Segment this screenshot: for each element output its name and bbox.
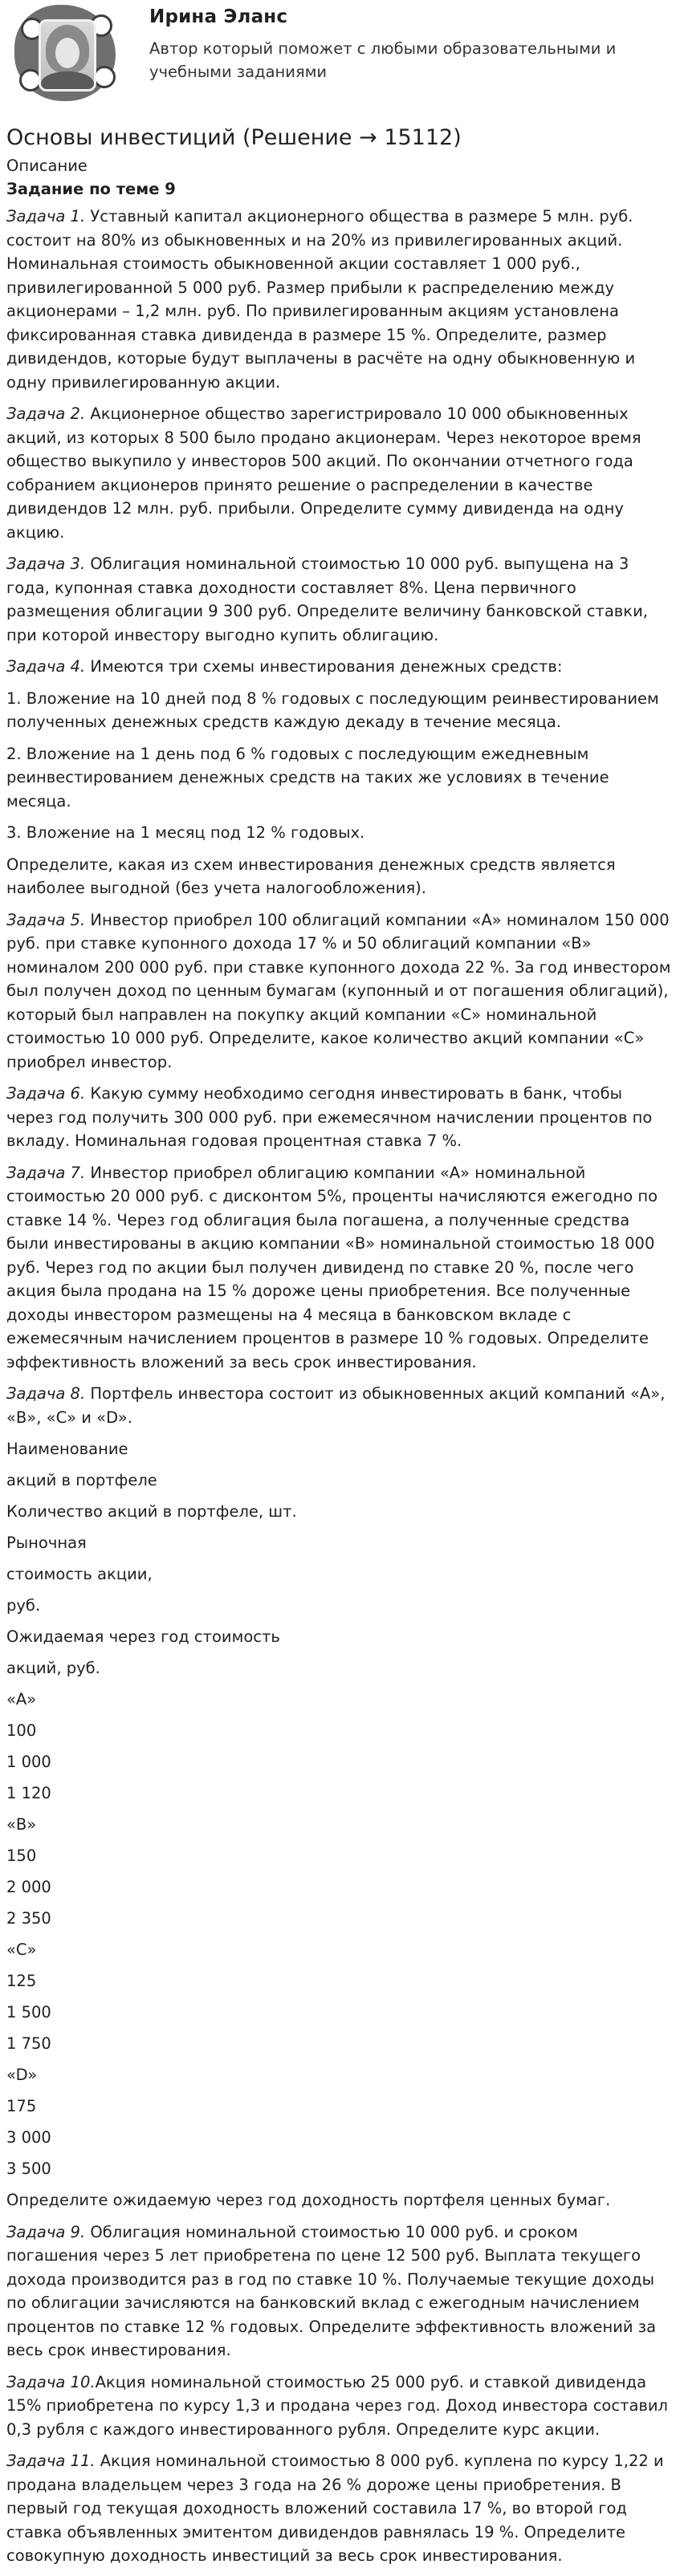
- table-line: стоимость акции,: [6, 1565, 153, 1583]
- author-description: Автор который поможет с любыми образовательными и учебными заданиями: [149, 39, 617, 81]
- task-4: [6, 655, 671, 679]
- task-text: Уставный капитал акционерного общества в размере 5 млн. руб. состоит на 80% из обыкновенных и на 20% из привилегированных акций. Номинальная стоимость обыкновенной акции составляет 1 000 руб., привилегированной 5 000 руб. Размер прибыли к распределению между акционерами – 1,2 млн. руб. По привилегированным акциям установлена фиксированная ставка дивиденда в размере 15 %. Определите, размер дивидендов, которые будут выплачены в расчёте на одну обыкновенную и одну привилегированную акции.: [6, 207, 636, 392]
- section-label: Описание: [6, 156, 88, 175]
- author-name[interactable]: Ирина Эланс: [149, 6, 288, 27]
- task-text: Имеются три схемы инвестирования денежных средств:: [85, 657, 563, 676]
- author-block: [6, 5, 673, 106]
- table-line: Рыночная: [6, 1534, 87, 1552]
- table-line: 1 000: [6, 1753, 51, 1771]
- table-line: «А»: [6, 1690, 37, 1709]
- author-avatar[interactable]: [6, 5, 122, 101]
- task-text: Инвестор приобрел облигацию компании «А» номинальной стоимостью 20 000 руб. с дисконтом 5%, проценты начисляются ежегодно по ставке 14 %. Через год облигация была погашена, а полученные средства были инвестированы в акцию компании «В» номинальной стоимостью 18 000 руб. Через год по акции был получен дивиденд по ставке 20 %, после чего акция была продана на 15 % дороже цены приобретения. Все полученные доходы инвестором размещены на 4 месяца в банковском вкладе с ежемесячным начислением процентов в размере 10 % годовых. Определите эффективность вложений за весь срок инвестирования.: [6, 1163, 658, 1371]
- task-8-question: Определите ожидаемую через год доходность портфеля ценных бумаг.: [6, 2191, 611, 2209]
- table-line: акций в портфеле: [6, 1471, 157, 1489]
- table-line: 3 500: [6, 2160, 51, 2178]
- topic-heading: Задание по теме 9: [6, 180, 176, 198]
- task-label: Задача 5.: [6, 910, 86, 929]
- table-line: 150: [6, 1847, 37, 1865]
- task-3: [6, 552, 671, 647]
- task-label: Задача 7.: [6, 1163, 86, 1182]
- task-label: Задача 4.: [6, 657, 86, 676]
- task-4-option: 2. Вложение на 1 день под 6 % годовых с последующим ежедневным реинвестированием денежных средств на таких же условиях в течение месяца.: [6, 744, 609, 811]
- task-label: Задача 11.: [6, 2452, 96, 2470]
- task-text: Облигация номинальной стоимостью 10 000 руб. и сроком погашения через 5 лет приобретена по цене 12 500 руб. Выплата текущего дохода производится раз в год по ставке 10 %. Получаемые текущие доходы по облигации зачисляются на банковский вклад с ежегодным начислением процентов по ставке 12 % годовых. Определите эффективность вложений за весь срок инвестирования.: [6, 2222, 657, 2359]
- table-line: 1 750: [6, 2034, 51, 2053]
- task-8: [6, 1382, 671, 1429]
- table-line: 1 500: [6, 2003, 51, 2021]
- task-10: [6, 2371, 671, 2442]
- task-4-question: Определите, какая из схем инвестирования денежных средств является наиболее выгодной (без учета налогообложения).: [6, 855, 616, 897]
- task-text: Портфель инвестора состоит из обыкновенных акций компаний «А», «В», «С» и «D».: [6, 1384, 666, 1427]
- task-7: [6, 1161, 671, 1375]
- task-2: [6, 402, 671, 544]
- task-4-option: 3. Вложение на 1 месяц под 12 % годовых.: [6, 823, 365, 842]
- table-line: «D»: [6, 2066, 38, 2084]
- document-title: Основы инвестиций (Решение → 15112): [6, 125, 462, 150]
- task-1: [6, 205, 671, 394]
- task-label: Задача 8.: [6, 1384, 86, 1403]
- task-label: Задача 6.: [6, 1084, 86, 1103]
- table-line: 1 120: [6, 1784, 51, 1802]
- table-line: 175: [6, 2097, 37, 2115]
- reel-hole: [93, 66, 116, 88]
- task-text: Акционерное общество зарегистрировало 10 000 обыкновенных акций, из которых 8 500 было продано акционерам. Через некоторое время общество выкупило у инвесторов 500 акций. По окончании отчетного года собранием акционеров принято решение о распределении в качестве дивидендов 12 млн. руб. прибыли. Определите сумму дивиденда на одну акцию.: [6, 404, 641, 542]
- task-11: [6, 2449, 671, 2568]
- table-line: 3 000: [6, 2128, 51, 2147]
- task-label: Задача 1.: [6, 207, 86, 226]
- table-line: 100: [6, 1721, 37, 1740]
- portfolio-table-lines: [6, 1437, 673, 2181]
- task-label: Задача 9.: [6, 2222, 86, 2241]
- task-6: [6, 1082, 671, 1153]
- table-line: руб.: [6, 1596, 41, 1615]
- task-9: [6, 2220, 671, 2363]
- task-text: Какую сумму необходимо сегодня инвестировать в банк, чтобы через год получить 300 000 руб. при ежемесячном начислении процентов по вкладу. Номинальная годовая процентная ставка 7 %.: [6, 1084, 653, 1150]
- table-line: Ожидаемая через год стоимость: [6, 1627, 280, 1646]
- author-photo: [39, 19, 96, 91]
- table-line: 125: [6, 1972, 37, 1990]
- task-text: Акция номинальной стоимостью 8 000 руб. куплена по курсу 1,22 и продана владельцем через 3 года на 26 % дороже цены приобретения. В первый год текущая доходность вложений составила 17 %, во второй год ставка объявленных эмитентом дивидендов равнялась 19 %. Определите совокупную доходность инвестиций за весь срок инвестирования.: [6, 2452, 664, 2565]
- task-5: [6, 908, 671, 1075]
- task-4-option: 1. Вложение на 10 дней под 8 % годовых с последующим реинвестированием полученных денежных средств каждую декаду в течение месяца.: [6, 689, 659, 731]
- table-line: 2 350: [6, 1909, 51, 1928]
- task-label: Задача 3.: [6, 555, 86, 573]
- table-line: «В»: [6, 1815, 37, 1834]
- task-text: Инвестор приобрел 100 облигаций компании «А» номиналом 150 000 руб. при ставке купонного дохода 17 % и 50 облигаций компании «В» номиналом 200 000 руб. при ставке купонного дохода 22 %. За год инвестором был получен доход по ценным бумагам (купонный и от погашения облигаций), который был направлен на покупку акций компании «С» номинальной стоимостью 10 000 руб. Определите, какое количество акций компании «С» приобрел инвестор.: [6, 910, 671, 1071]
- task-label: Задача 10.: [6, 2372, 96, 2391]
- author-info: [122, 5, 631, 83]
- task-text: Акция номинальной стоимостью 25 000 руб. и ставкой дивиденда 15% приобретена по курсу 1,3 и продана через год. Доход инвестора составил 0,3 рубля с каждого инвестированного рубля. Определите курс акции.: [6, 2372, 669, 2439]
- task-label: Задача 2.: [6, 404, 86, 423]
- task-text: Облигация номинальной стоимостью 10 000 руб. выпущена на 3 года, купонная ставка доходности составляет 8%. Цена первичного размещения облигации 9 300 руб. Определите величину банковской ставки, при которой инвестору выгодно купить облигацию.: [6, 555, 648, 644]
- table-line: 2 000: [6, 1878, 51, 1896]
- table-line: Количество акций в портфеле, шт.: [6, 1502, 297, 1521]
- table-line: Наименование: [6, 1440, 128, 1458]
- table-line: «С»: [6, 1940, 37, 1959]
- table-line: акций, руб.: [6, 1659, 100, 1677]
